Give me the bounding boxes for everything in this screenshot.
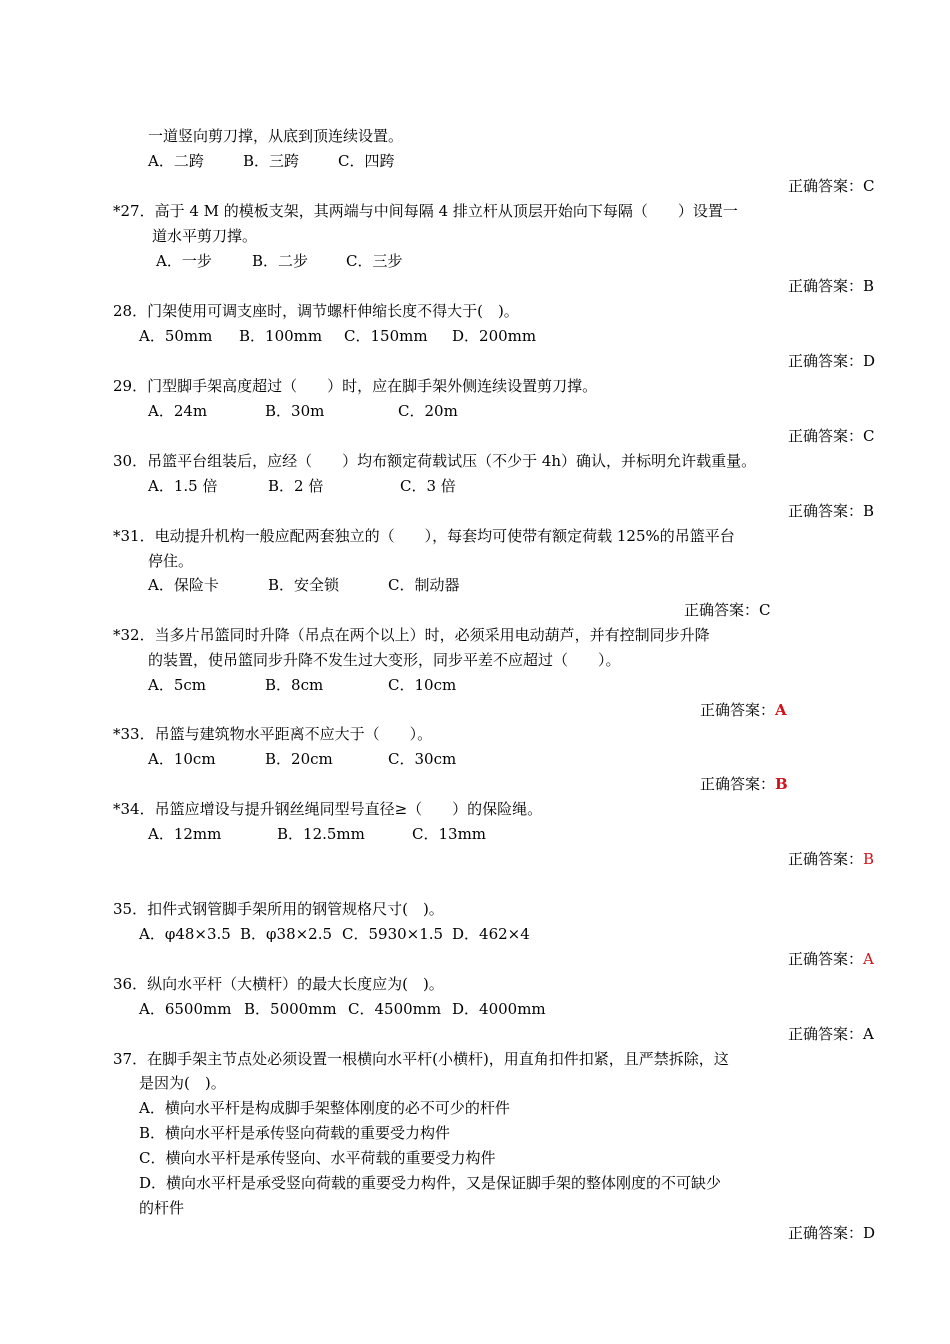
q29-option-b: B．30m — [265, 402, 325, 420]
q27-text-line1: *27．高于 4 M 的模板支架，其两端与中间每隔 4 排立杆从顶层开始向下每隔（ ）设置一 — [113, 202, 738, 220]
q34-option-b: B．12.5mm — [277, 825, 365, 843]
q35-option-d: D．462×4 — [452, 925, 530, 943]
q30-option-c: C．3 倍 — [400, 477, 456, 495]
q35-text: 35．扣件式钢管脚手架所用的钢管规格尺寸( )。 — [113, 900, 444, 918]
q31-text-line2: 停住。 — [148, 552, 194, 570]
q29-text: 29．门型脚手架高度超过（ ）时，应在脚手架外侧连续设置剪刀撑。 — [113, 377, 598, 395]
q28-option-a: A．50mm — [139, 327, 213, 345]
q26-answer: 正确答案：C — [788, 177, 875, 195]
q26-option-a: A．二跨 — [148, 152, 204, 170]
q29-option-a: A．24m — [148, 402, 208, 420]
q27-option-a: A．一步 — [156, 252, 212, 270]
q34-option-c: C．13mm — [412, 825, 487, 843]
q31-text-line1: *31．电动提升机构一般应配两套独立的（ ），每套均可使带有额定荷载 125%的吊篮平台 — [113, 527, 735, 545]
q28-answer: 正确答案：D — [788, 352, 876, 370]
q30-answer: 正确答案：B — [788, 502, 875, 520]
q36-option-d: D．4000mm — [452, 1000, 546, 1018]
q27-text-line2: 道水平剪刀撑。 — [152, 227, 258, 245]
q30-text: 30．吊篮平台组装后，应经（ ）均布额定荷载试压（不少于 4h）确认，并标明允许载重量。 — [113, 452, 757, 470]
q29-answer: 正确答案：C — [788, 427, 875, 445]
q37-text-line1: 37．在脚手架主节点处必须设置一根横向水平杆(小横杆)，用直角扣件扣紧，且严禁拆除，这 — [113, 1050, 729, 1068]
q35-answer-letter: A — [863, 950, 874, 968]
q27-answer: 正确答案：B — [788, 277, 875, 295]
q34-option-a: A．12mm — [148, 825, 222, 843]
q32-answer-letter: A — [775, 701, 787, 719]
q36-option-b: B．5000mm — [244, 1000, 337, 1018]
q35-option-c: C．5930×1.5 — [342, 925, 444, 943]
q33-option-b: B．20cm — [265, 750, 333, 768]
q33-option-c: C．30cm — [388, 750, 457, 768]
q36-text: 36．纵向水平杆（大横杆）的最大长度应为( )。 — [113, 975, 444, 993]
q34-text: *34．吊篮应增设与提升钢丝绳同型号直径≥（ ）的保险绳。 — [113, 800, 543, 818]
q37-option-b: B．横向水平杆是承传竖向荷载的重要受力构件 — [139, 1124, 451, 1142]
q37-option-c: C．横向水平杆是承传竖向、水平荷载的重要受力构件 — [139, 1149, 496, 1167]
q32-option-c: C．10cm — [388, 676, 457, 694]
q26-text: 一道竖向剪刀撑，从底到顶连续设置。 — [148, 127, 404, 145]
q32-answer: 正确答案：A — [700, 701, 787, 719]
q37-text-line2: 是因为( )。 — [139, 1074, 226, 1092]
q32-option-a: A．5cm — [148, 676, 207, 694]
q33-option-a: A．10cm — [148, 750, 216, 768]
q35-option-a: A．φ48×3.5 — [139, 925, 231, 943]
q34-answer-letter: B — [863, 850, 875, 868]
q36-option-a: A．6500mm — [139, 1000, 232, 1018]
q26-option-b: B．三跨 — [243, 152, 300, 170]
q32-text-line1: *32．当多片吊篮同时升降（吊点在两个以上）时，必须采用电动葫芦，并有控制同步升降 — [113, 626, 710, 644]
q30-option-a: A．1.5 倍 — [148, 477, 218, 495]
q31-option-a: A．保险卡 — [148, 576, 219, 594]
q28-option-b: B．100mm — [239, 327, 323, 345]
q31-option-b: B．安全锁 — [268, 576, 340, 594]
q35-option-b: B．φ38×2.5 — [240, 925, 333, 943]
q26-option-c: C．四跨 — [338, 152, 395, 170]
q34-answer: 正确答案：B — [788, 850, 875, 868]
q31-option-c: C．制动器 — [388, 576, 460, 594]
q37-option-d-line1: D．横向水平杆是承受竖向荷载的重要受力构件，又是保证脚手架的整体刚度的不可缺少 — [139, 1174, 722, 1192]
q28-text: 28．门架使用可调支座时，调节螺杆伸缩长度不得大于( )。 — [113, 302, 519, 320]
q28-option-c: C．150mm — [344, 327, 428, 345]
q37-option-d-line2: 的杆件 — [139, 1199, 185, 1217]
q32-option-b: B．8cm — [265, 676, 324, 694]
q36-option-c: C．4500mm — [348, 1000, 442, 1018]
q27-option-c: C．三步 — [346, 252, 403, 270]
q30-option-b: B．2 倍 — [268, 477, 324, 495]
q33-text: *33．吊篮与建筑物水平距离不应大于（ ）。 — [113, 725, 433, 743]
q29-option-c: C．20m — [398, 402, 458, 420]
q33-answer: 正确答案：B — [700, 775, 788, 793]
q33-answer-letter: B — [775, 775, 788, 793]
q37-option-a: A．横向水平杆是构成脚手架整体刚度的必不可少的杆件 — [139, 1099, 510, 1117]
q32-text-line2: 的装置，使吊篮同步升降不发生过大变形，同步平差不应超过（ ）。 — [148, 651, 621, 669]
q27-option-b: B．二步 — [252, 252, 309, 270]
q37-answer: 正确答案：D — [788, 1224, 876, 1242]
q35-answer: 正确答案：A — [788, 950, 874, 968]
q36-answer: 正确答案：A — [788, 1025, 874, 1043]
q31-answer: 正确答案：C — [684, 601, 771, 619]
q28-option-d: D．200mm — [452, 327, 537, 345]
